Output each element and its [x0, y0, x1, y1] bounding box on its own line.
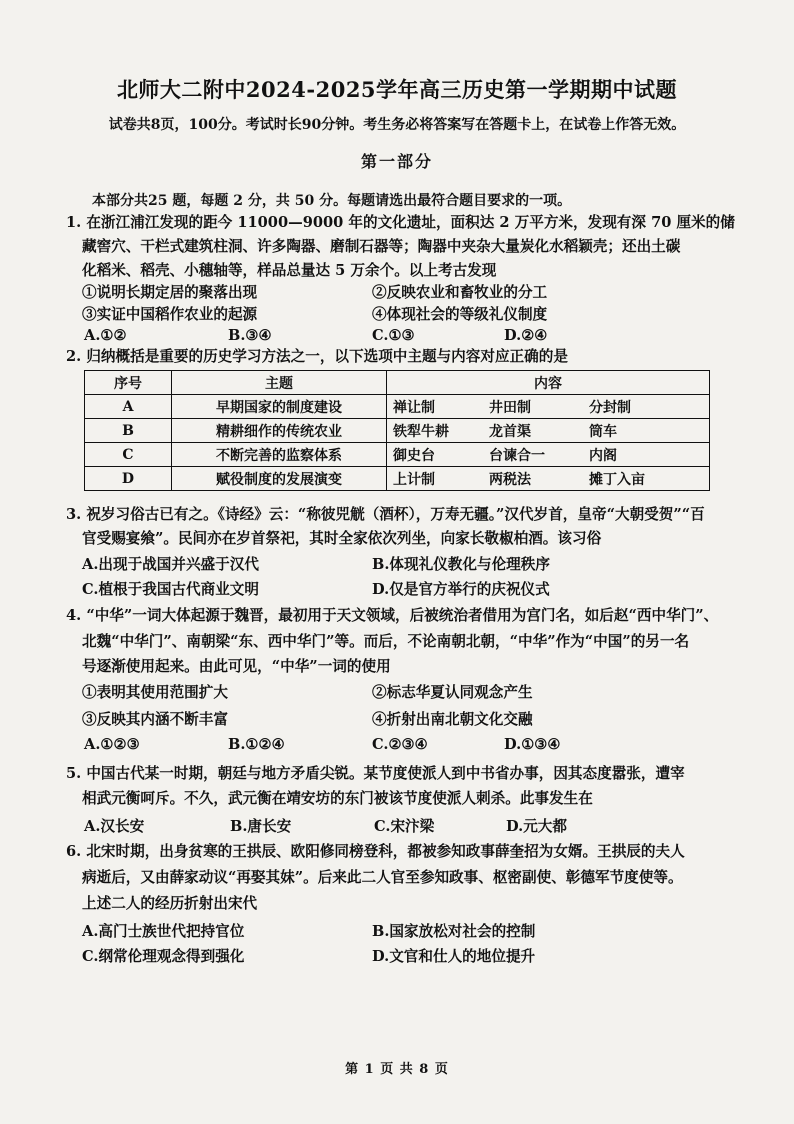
q4-item-2: ②标志华夏认同观念产生 — [372, 684, 533, 701]
q2-stem: 2. 归纳概括是重要的历史学习方法之一，以下选项中主题与内容对应正确的是 — [66, 348, 568, 365]
q4-option-b: B.①②④ — [228, 736, 285, 753]
q4-item-4: ④折射出南北朝文化交融 — [372, 711, 533, 728]
q4-stem-line-3: 号逐渐使用起来。由此可见，“中华”一词的使用 — [82, 658, 391, 675]
q3-stem-line-2: 官受赐宴飨”。民间亦在岁首祭祀，其时全家依次列坐，向家长敬椒柏酒。该习俗 — [82, 530, 602, 547]
q4-option-a: A.①②③ — [84, 736, 140, 753]
table-cell — [387, 419, 710, 443]
page-footer: 第 1 页 共 8 页 — [345, 1062, 449, 1077]
q1-item-2: ②反映农业和畜牧业的分工 — [372, 284, 548, 301]
q6-option-d: D.文官和仕人的地位提升 — [372, 948, 536, 965]
q1-stem-line-3: 化稻米、稻壳、小穗轴等，样品总量达 5 万余个。以上考古发现 — [82, 262, 497, 279]
q1-stem-line-2: 藏窖穴、干栏式建筑柱洞、许多陶器、磨制石器等；陶器中夹杂大量炭化水稻颖壳；还出土碳 — [82, 238, 681, 255]
table-cell: B — [85, 419, 172, 443]
table-header: 序号 — [85, 371, 172, 395]
table-header: 内容 — [387, 371, 710, 395]
table-row — [85, 395, 710, 419]
q3-option-a: A.出现于战国并兴盛于汉代 — [82, 556, 259, 573]
q1-option-b: B.③④ — [228, 327, 272, 344]
exam-title: 北师大二附中2024-2025学年高三历史第一学期期中试题 — [116, 77, 678, 102]
table-cell — [387, 395, 710, 419]
q3-option-d: D.仅是官方举行的庆祝仪式 — [372, 581, 550, 598]
content-item: 分封制 — [589, 399, 631, 416]
table-cell — [387, 443, 710, 467]
q3-stem-line-1: 3. 祝岁习俗古已有之。《诗经》云：“称彼兕觥（酒杯），万寿无疆。”汉代岁首，皇帝“大朝受贺”“百 — [66, 506, 705, 523]
q5-stem-line-2: 相武元衡呵斥。不久，武元衡在靖安坊的东门被该节度使派人刺杀。此事发生在 — [82, 790, 593, 807]
q6-stem-line-2: 病逝后，又由薛家动议“再娶其妹”。后来此二人官至参知政事、枢密副使、彰德军节度使等。 — [82, 869, 683, 886]
content-item: 内阁 — [589, 447, 617, 464]
q4-item-3: ③反映其内涵不断丰富 — [82, 711, 228, 728]
q5-option-b: B.唐长安 — [230, 818, 292, 835]
q5-stem-line-1: 5. 中国古代某一时期，朝廷与地方矛盾尖锐。某节度使派人到中书省办事，因其态度嚣张，遭宰 — [66, 765, 685, 782]
table-row — [85, 419, 710, 443]
q3-option-b: B.体现礼仪教化与伦理秩序 — [372, 556, 550, 573]
q1-item-1: ①说明长期定居的聚落出现 — [82, 284, 258, 301]
q1-option-c: C.①③ — [372, 327, 415, 344]
content-item: 铁犁牛耕 — [393, 423, 449, 440]
table-cell: A — [85, 395, 172, 419]
q1-item-3: ③实证中国稻作农业的起源 — [82, 306, 258, 323]
q1-stem-line-1: 1. 在浙江浦江发现的距今 11000—9000 年的文化遗址，面积达 2 万平方米，发现有深 70 厘米的储 — [66, 214, 735, 231]
section-title: 第一部分 — [360, 152, 433, 171]
q5-option-c: C.宋汴梁 — [374, 818, 435, 835]
q6-stem-line-3: 上述二人的经历折射出宋代 — [82, 895, 258, 912]
q4-stem-line-2: 北魏“中华门”、南朝梁“东、西中华门”等。而后，不论南朝北朝，“中华”作为“中国”的另一名 — [82, 633, 690, 650]
table-cell: 不断完善的监察体系 — [172, 443, 387, 467]
content-item: 禅让制 — [393, 399, 435, 416]
q4-option-d: D.①③④ — [504, 736, 561, 753]
content-item: 御史台 — [393, 447, 435, 464]
q5-option-d: D.元大都 — [506, 818, 567, 835]
q5-option-a: A.汉长安 — [84, 818, 145, 835]
table-header-row — [85, 371, 710, 395]
content-item: 上计制 — [393, 471, 435, 488]
section-instruction: 本部分共25 题，每题 2 分，共 50 分。每题请选出最符合题目要求的一项。 — [92, 193, 572, 209]
content-item: 两税法 — [489, 471, 531, 488]
table-cell — [387, 467, 710, 491]
q6-option-c: C.纲常伦理观念得到强化 — [82, 948, 245, 965]
content-item: 台谏合一 — [489, 447, 545, 464]
q1-option-a: A.①② — [84, 327, 127, 344]
table-cell: 精耕细作的传统农业 — [172, 419, 387, 443]
q4-option-c: C.②③④ — [372, 736, 428, 753]
table-cell: D — [85, 467, 172, 491]
table-cell: C — [85, 443, 172, 467]
q4-stem-line-1: 4. “中华”一词大体起源于魏晋，最初用于天文领域，后被统治者借用为宫门名，如后赵“西中华门”、 — [66, 607, 719, 624]
table-row — [85, 467, 710, 491]
exam-subtitle: 试卷共8页，100分。考试时长90分钟。考生务必将答案写在答题卡上，在试卷上作答无效。 — [108, 117, 686, 133]
table-row — [85, 443, 710, 467]
q4-item-1: ①表明其使用范围扩大 — [82, 684, 228, 701]
q3-option-c: C.植根于我国古代商业文明 — [82, 581, 259, 598]
content-item: 筒车 — [589, 423, 617, 440]
q6-option-a: A.高门士族世代把持官位 — [82, 923, 245, 940]
table-cell: 赋役制度的发展演变 — [172, 467, 387, 491]
q1-option-d: D.②④ — [504, 327, 548, 344]
content-item: 井田制 — [489, 399, 531, 416]
q1-item-4: ④体现社会的等级礼仪制度 — [372, 306, 548, 323]
q6-option-b: B.国家放松对社会的控制 — [372, 923, 536, 940]
content-item: 摊丁入亩 — [589, 471, 645, 488]
q6-stem-line-1: 6. 北宋时期，出身贫寒的王拱辰、欧阳修同榜登科，都被参知政事薛奎招为女婿。王拱辰的夫人 — [66, 843, 685, 860]
table-header: 主题 — [172, 371, 387, 395]
table-cell: 早期国家的制度建设 — [172, 395, 387, 419]
content-item: 龙首渠 — [489, 423, 531, 440]
q2-table — [84, 370, 710, 491]
